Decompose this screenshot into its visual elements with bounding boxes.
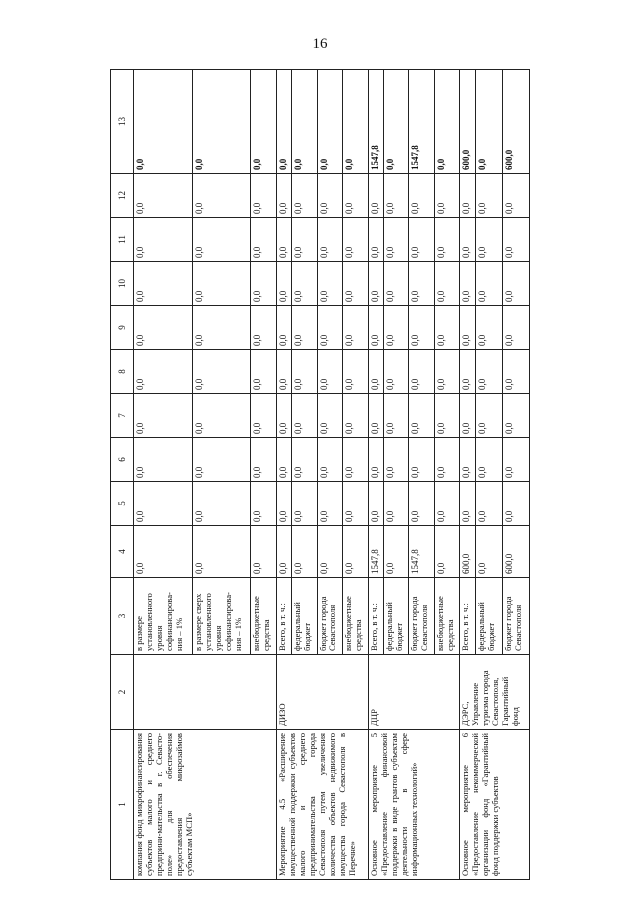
total-value-cell: 0,0 bbox=[291, 70, 317, 174]
funding-source: в размере установленного уровня софинансирова-ния – 1% bbox=[134, 578, 193, 655]
value-cell: 0,0 bbox=[276, 174, 291, 218]
value-cell: 0,0 bbox=[475, 438, 502, 482]
value-cell: 0,0 bbox=[276, 218, 291, 262]
value-cell: 0,0 bbox=[291, 174, 317, 218]
total-value-cell: 0,0 bbox=[434, 70, 459, 174]
value-cell: 0,0 bbox=[368, 262, 383, 306]
value-cell: 0,0 bbox=[291, 438, 317, 482]
activity-name: Основное мероприятие 5 «Предоставление финансовой поддержки в виде грантов субъектам деятельности в сфере информационных технологий» bbox=[368, 730, 459, 880]
value-cell: 0,0 bbox=[192, 438, 251, 482]
funding-source: бюджет города Севастополя bbox=[317, 578, 343, 655]
value-cell: 0,0 bbox=[502, 394, 529, 438]
value-cell: 0,0 bbox=[276, 438, 291, 482]
value-cell: 0,0 bbox=[409, 482, 434, 526]
value-cell: 0,0 bbox=[251, 174, 276, 218]
value-cell: 0,0 bbox=[291, 394, 317, 438]
value-cell: 0,0 bbox=[460, 350, 476, 394]
value-cell: 0,0 bbox=[434, 262, 459, 306]
value-cell: 0,0 bbox=[291, 482, 317, 526]
value-cell: 0,0 bbox=[134, 350, 193, 394]
value-cell: 0,0 bbox=[276, 306, 291, 350]
executor bbox=[134, 655, 277, 730]
value-cell: 0,0 bbox=[475, 306, 502, 350]
table-row bbox=[134, 70, 193, 880]
value-cell: 0,0 bbox=[368, 174, 383, 218]
value-cell: 0,0 bbox=[134, 174, 193, 218]
table-body bbox=[134, 70, 530, 880]
value-cell: 0,0 bbox=[409, 218, 434, 262]
value-cell: 0,0 bbox=[251, 306, 276, 350]
budget-table bbox=[110, 69, 530, 880]
value-cell: 0,0 bbox=[383, 306, 408, 350]
table-row bbox=[460, 70, 476, 880]
value-cell: 0,0 bbox=[134, 394, 193, 438]
funding-source: внебюджетные средства bbox=[251, 578, 276, 655]
total-value-cell: 1547,8 bbox=[368, 70, 383, 174]
value-cell: 0,0 bbox=[192, 350, 251, 394]
value-cell: 0,0 bbox=[409, 394, 434, 438]
value-cell: 0,0 bbox=[343, 218, 369, 262]
value-cell: 0,0 bbox=[383, 174, 408, 218]
value-cell: 0,0 bbox=[343, 438, 369, 482]
value-cell: 0,0 bbox=[251, 482, 276, 526]
executor: ДИЗО bbox=[276, 655, 368, 730]
funding-source: Всего, в т. ч.: bbox=[276, 578, 291, 655]
value-cell: 0,0 bbox=[317, 174, 343, 218]
value-cell: 600,0 bbox=[502, 526, 529, 578]
total-value-cell: 0,0 bbox=[276, 70, 291, 174]
column-header-3: 3 bbox=[111, 578, 134, 655]
column-header-13: 13 bbox=[111, 70, 134, 174]
value-cell: 0,0 bbox=[251, 526, 276, 578]
value-cell: 0,0 bbox=[251, 218, 276, 262]
value-cell: 0,0 bbox=[343, 262, 369, 306]
value-cell: 0,0 bbox=[134, 482, 193, 526]
value-cell: 0,0 bbox=[317, 350, 343, 394]
value-cell: 0,0 bbox=[317, 394, 343, 438]
funding-source: федеральный бюджет bbox=[383, 578, 408, 655]
value-cell: 0,0 bbox=[502, 262, 529, 306]
value-cell: 0,0 bbox=[502, 174, 529, 218]
value-cell: 0,0 bbox=[409, 438, 434, 482]
value-cell: 0,0 bbox=[460, 394, 476, 438]
value-cell: 0,0 bbox=[251, 394, 276, 438]
value-cell: 0,0 bbox=[276, 526, 291, 578]
value-cell: 0,0 bbox=[343, 526, 369, 578]
value-cell: 0,0 bbox=[343, 306, 369, 350]
total-value-cell: 600,0 bbox=[502, 70, 529, 174]
activity-name: компания фонд микрофинансирования субъектов малого и среднего предприни-мательства в г. Севасто-поле» для обеспечения предоставления микрозаймов субъектам МСП» bbox=[134, 730, 277, 880]
value-cell: 0,0 bbox=[434, 526, 459, 578]
value-cell: 0,0 bbox=[475, 262, 502, 306]
total-value-cell: 600,0 bbox=[460, 70, 476, 174]
value-cell: 0,0 bbox=[502, 306, 529, 350]
value-cell: 0,0 bbox=[475, 526, 502, 578]
column-header-12: 12 bbox=[111, 174, 134, 218]
value-cell: 0,0 bbox=[409, 174, 434, 218]
value-cell: 0,0 bbox=[192, 526, 251, 578]
value-cell: 0,0 bbox=[134, 306, 193, 350]
total-value-cell: 0,0 bbox=[251, 70, 276, 174]
value-cell: 0,0 bbox=[276, 350, 291, 394]
value-cell: 0,0 bbox=[368, 482, 383, 526]
value-cell: 0,0 bbox=[383, 394, 408, 438]
value-cell: 0,0 bbox=[192, 218, 251, 262]
column-header-10: 10 bbox=[111, 262, 134, 306]
value-cell: 0,0 bbox=[317, 262, 343, 306]
value-cell: 0,0 bbox=[192, 394, 251, 438]
value-cell: 0,0 bbox=[460, 218, 476, 262]
header-row bbox=[111, 70, 134, 880]
funding-source: Всего, в т. ч.: bbox=[368, 578, 383, 655]
value-cell: 1547,8 bbox=[409, 526, 434, 578]
table-header bbox=[111, 70, 134, 880]
value-cell: 0,0 bbox=[134, 262, 193, 306]
value-cell: 0,0 bbox=[291, 526, 317, 578]
value-cell: 0,0 bbox=[409, 306, 434, 350]
value-cell: 0,0 bbox=[192, 174, 251, 218]
value-cell: 0,0 bbox=[276, 394, 291, 438]
value-cell: 0,0 bbox=[475, 174, 502, 218]
value-cell: 0,0 bbox=[434, 306, 459, 350]
value-cell: 0,0 bbox=[291, 350, 317, 394]
value-cell: 0,0 bbox=[134, 526, 193, 578]
value-cell: 0,0 bbox=[192, 306, 251, 350]
column-header-11: 11 bbox=[111, 218, 134, 262]
value-cell: 0,0 bbox=[434, 482, 459, 526]
value-cell: 0,0 bbox=[502, 438, 529, 482]
value-cell: 0,0 bbox=[383, 218, 408, 262]
value-cell: 0,0 bbox=[383, 262, 408, 306]
value-cell: 0,0 bbox=[368, 394, 383, 438]
value-cell: 0,0 bbox=[434, 218, 459, 262]
total-value-cell: 0,0 bbox=[317, 70, 343, 174]
value-cell: 0,0 bbox=[192, 262, 251, 306]
value-cell: 0,0 bbox=[343, 350, 369, 394]
value-cell: 0,0 bbox=[475, 482, 502, 526]
total-value-cell: 1547,8 bbox=[409, 70, 434, 174]
value-cell: 0,0 bbox=[276, 482, 291, 526]
value-cell: 0,0 bbox=[317, 438, 343, 482]
column-header-7: 7 bbox=[111, 394, 134, 438]
value-cell: 0,0 bbox=[368, 306, 383, 350]
table-row bbox=[368, 70, 383, 880]
value-cell: 0,0 bbox=[276, 262, 291, 306]
page-number: 16 bbox=[312, 36, 328, 52]
value-cell: 0,0 bbox=[460, 262, 476, 306]
column-header-6: 6 bbox=[111, 438, 134, 482]
value-cell: 0,0 bbox=[475, 350, 502, 394]
column-header-2: 2 bbox=[111, 655, 134, 730]
value-cell: 0,0 bbox=[343, 394, 369, 438]
value-cell: 0,0 bbox=[134, 438, 193, 482]
value-cell: 0,0 bbox=[383, 438, 408, 482]
value-cell: 0,0 bbox=[291, 262, 317, 306]
activity-name: Основное мероприятие 6 «Предоставление некоммерческой организации фонд «Гарантийный фонд поддержки субъектов bbox=[460, 730, 530, 880]
funding-source: внебюджетные средства bbox=[343, 578, 369, 655]
value-cell: 0,0 bbox=[409, 350, 434, 394]
value-cell: 0,0 bbox=[383, 482, 408, 526]
value-cell: 0,0 bbox=[460, 482, 476, 526]
value-cell: 0,0 bbox=[383, 350, 408, 394]
value-cell: 600,0 bbox=[460, 526, 476, 578]
executor: ДЦР bbox=[368, 655, 459, 730]
value-cell: 0,0 bbox=[475, 394, 502, 438]
value-cell: 0,0 bbox=[251, 438, 276, 482]
total-value-cell: 0,0 bbox=[383, 70, 408, 174]
value-cell: 0,0 bbox=[291, 218, 317, 262]
funding-source: федеральный бюджет bbox=[291, 578, 317, 655]
column-header-8: 8 bbox=[111, 350, 134, 394]
value-cell: 0,0 bbox=[434, 438, 459, 482]
column-header-5: 5 bbox=[111, 482, 134, 526]
value-cell: 0,0 bbox=[475, 218, 502, 262]
activity-name: Мероприятие 4.5 «Расширение имущественной поддержки субъектов малого и среднего предпринимательства города Севастополя путем увеличения количества объектов недвижимого имущества города Севастополя в Перечне» bbox=[276, 730, 368, 880]
value-cell: 0,0 bbox=[192, 482, 251, 526]
total-value-cell: 0,0 bbox=[134, 70, 193, 174]
value-cell: 0,0 bbox=[317, 218, 343, 262]
funding-source: в размере сверх установленного уровня софинансирова-ния – 1% bbox=[192, 578, 251, 655]
value-cell: 0,0 bbox=[317, 306, 343, 350]
value-cell: 0,0 bbox=[460, 174, 476, 218]
value-cell: 0,0 bbox=[317, 526, 343, 578]
value-cell: 0,0 bbox=[291, 306, 317, 350]
value-cell: 0,0 bbox=[134, 218, 193, 262]
column-header-9: 9 bbox=[111, 306, 134, 350]
rotated-table-container bbox=[110, 70, 530, 880]
value-cell: 0,0 bbox=[434, 174, 459, 218]
total-value-cell: 0,0 bbox=[475, 70, 502, 174]
total-value-cell: 0,0 bbox=[192, 70, 251, 174]
value-cell: 0,0 bbox=[343, 482, 369, 526]
funding-source: бюджет города Севастополя bbox=[502, 578, 529, 655]
value-cell: 0,0 bbox=[460, 306, 476, 350]
value-cell: 1547,8 bbox=[368, 526, 383, 578]
value-cell: 0,0 bbox=[317, 482, 343, 526]
funding-source: Всего, в т. ч.: bbox=[460, 578, 476, 655]
funding-source: федеральный бюджет bbox=[475, 578, 502, 655]
value-cell: 0,0 bbox=[368, 218, 383, 262]
funding-source: внебюджетные средства bbox=[434, 578, 459, 655]
value-cell: 0,0 bbox=[502, 350, 529, 394]
value-cell: 0,0 bbox=[502, 218, 529, 262]
value-cell: 0,0 bbox=[383, 526, 408, 578]
column-header-4: 4 bbox=[111, 526, 134, 578]
executor: ДЭРС, Управление туризма города Севастополя, Гарантийный фонд bbox=[460, 655, 530, 730]
value-cell: 0,0 bbox=[343, 174, 369, 218]
value-cell: 0,0 bbox=[502, 482, 529, 526]
value-cell: 0,0 bbox=[368, 438, 383, 482]
table-row bbox=[276, 70, 291, 880]
funding-source: бюджет города Севастополя bbox=[409, 578, 434, 655]
value-cell: 0,0 bbox=[251, 350, 276, 394]
value-cell: 0,0 bbox=[368, 350, 383, 394]
value-cell: 0,0 bbox=[409, 262, 434, 306]
value-cell: 0,0 bbox=[251, 262, 276, 306]
total-value-cell: 0,0 bbox=[343, 70, 369, 174]
value-cell: 0,0 bbox=[434, 394, 459, 438]
value-cell: 0,0 bbox=[434, 350, 459, 394]
value-cell: 0,0 bbox=[460, 438, 476, 482]
column-header-1: 1 bbox=[111, 730, 134, 880]
